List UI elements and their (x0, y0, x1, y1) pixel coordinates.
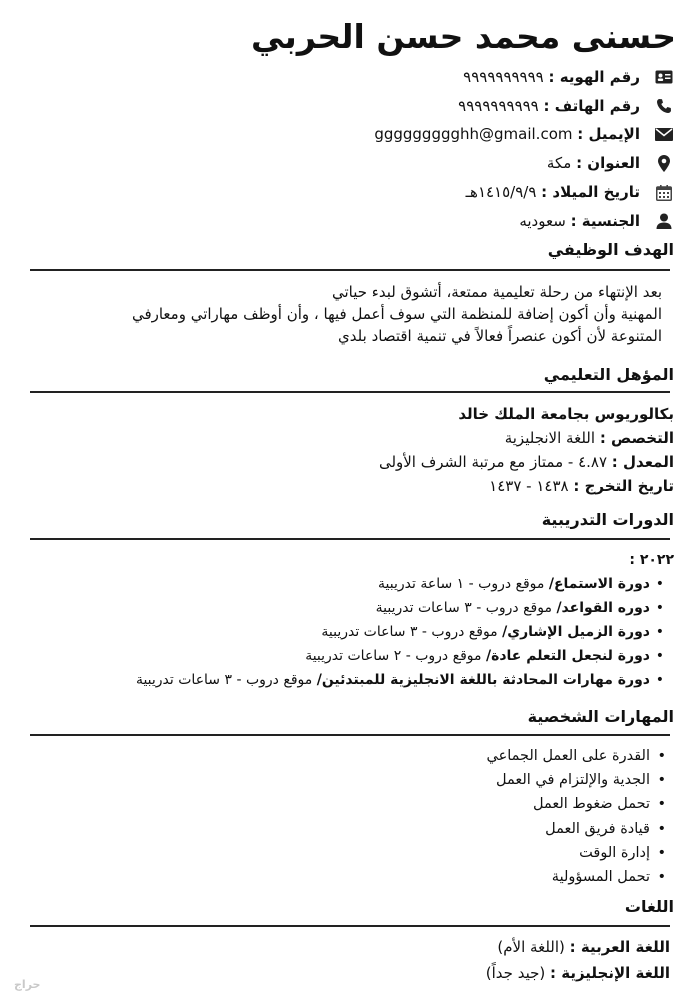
phone-label: رقم الهاتف : (543, 96, 640, 115)
location-pin-icon (654, 155, 674, 173)
list-item: • الجدية والإلتزام في العمل (250, 768, 650, 792)
list-item: • قيادة فريق العمل (250, 817, 650, 841)
contact-info (114, 63, 674, 236)
contact-row-phone (114, 92, 674, 121)
section-divider (30, 269, 670, 271)
section-divider (30, 925, 670, 927)
language-row (486, 960, 670, 986)
contact-row-address (114, 149, 674, 178)
objective-title: الهدف الوظيفي (547, 240, 674, 259)
courses-year: ٢٠٢٢ : (629, 552, 674, 568)
section-divider (30, 391, 670, 393)
graduation-label: تاريخ التخرج : (573, 477, 674, 495)
course-name: دورة الزميل الإشاري/ (502, 624, 650, 640)
calendar-icon (654, 184, 674, 202)
course-detail: موقع دروب - ٣ ساعات تدريبية (135, 672, 313, 688)
watermark: حراج (14, 978, 41, 991)
gpa-value: ٤.٨٧ - ممتاز مع مرتبة الشرف الأولى (378, 453, 608, 471)
email-value: ggggggggghh@gmail.com (374, 125, 573, 144)
list-item: • تحمل المسؤولية (250, 865, 650, 889)
gpa-row (34, 450, 674, 474)
birthdate-value: ١٤١٥/٩/٩هـ (465, 183, 537, 202)
languages-list (486, 934, 670, 986)
id-value: ٩٩٩٩٩٩٩٩٩٩ (463, 67, 544, 86)
language-level: (اللغة الأم) (497, 938, 565, 956)
list-item (10, 572, 650, 596)
major-row (34, 426, 674, 450)
candidate-name: حسنى محمد حسن الحربي (251, 17, 676, 56)
nationality-label: الجنسية : (570, 211, 640, 230)
education-details (34, 402, 674, 498)
id-card-icon (654, 68, 674, 86)
phone-icon (654, 97, 674, 115)
course-detail: موقع دروب - ١ ساعة تدريبية (378, 576, 545, 592)
course-name: دورة الاستماع/ (548, 576, 650, 592)
section-divider (30, 734, 670, 736)
language-level: (جيد جداً) (485, 964, 546, 982)
list-item (10, 620, 650, 644)
section-divider (30, 538, 670, 540)
contact-row-birthdate (114, 178, 674, 207)
course-name: دوره القواعد/ (556, 600, 650, 616)
course-detail: موقع دروب - ٣ ساعات تدريبية (321, 624, 498, 640)
skills-list (250, 744, 650, 889)
education-title: المؤهل التعليمي (543, 365, 674, 384)
email-label: الإيميل : (577, 125, 640, 144)
address-value: مكة (546, 154, 572, 173)
course-name: دورة لنجعل التعلم عادة/ (485, 648, 650, 664)
degree: بكالوريوس بجامعة الملك خالد (458, 405, 674, 423)
address-label: العنوان : (576, 154, 640, 173)
list-item (10, 644, 650, 668)
list-item: • تحمل ضغوط العمل (250, 792, 650, 816)
list-item (10, 668, 650, 692)
course-detail: موقع دروب - ٣ ساعات تدريبية (375, 600, 552, 616)
language-name: اللغة الإنجليزية : (550, 964, 670, 982)
objective-line: المهنية وأن أكون إضافة للمنظمة التي سوف أعمل فيها ، وأن أوظف مهاراتي ومعارفي (131, 305, 662, 323)
graduation-value: ١٤٣٨ - ١٤٣٧ (489, 477, 569, 495)
course-name: دورة مهارات المحادثة باللغة الانجليزية للمبتدئين/ (316, 672, 650, 688)
nationality-value: سعوديه (519, 211, 566, 230)
objective-text (52, 281, 662, 347)
list-item (10, 596, 650, 620)
graduation-row (34, 474, 674, 498)
courses-list (10, 548, 674, 692)
contact-row-nationality (114, 207, 674, 236)
contact-row-id (114, 63, 674, 92)
contact-row-email (114, 121, 674, 150)
envelope-icon (654, 126, 674, 144)
skills-title: المهارات الشخصية (527, 707, 674, 726)
gpa-label: المعدل : (611, 453, 674, 471)
id-label: رقم الهويه : (548, 67, 640, 86)
list-item: • القدرة على العمل الجماعي (250, 744, 650, 768)
courses-title: الدورات التدريبية (541, 510, 674, 529)
course-detail: موقع دروب - ٢ ساعات تدريبية (305, 648, 482, 664)
phone-value: ٩٩٩٩٩٩٩٩٩٩ (458, 96, 539, 115)
list-item: • إدارة الوقت (250, 841, 650, 865)
objective-line: بعد الإنتهاء من رحلة تعليمية ممتعة، أتشوق لبدء حياتي (331, 283, 662, 301)
birthdate-label: تاريخ الميلاد : (541, 183, 640, 202)
languages-title: اللغات (624, 897, 674, 916)
major-label: التخصص : (599, 429, 674, 447)
person-icon (654, 212, 674, 230)
language-row (486, 934, 670, 960)
objective-line: المتنوعة لأن أكون عنصراً فعالاً في تنمية اقتصاد بلدي (338, 327, 662, 345)
major-value: اللغة الانجليزية (504, 429, 596, 447)
language-name: اللغة العربية : (569, 938, 670, 956)
